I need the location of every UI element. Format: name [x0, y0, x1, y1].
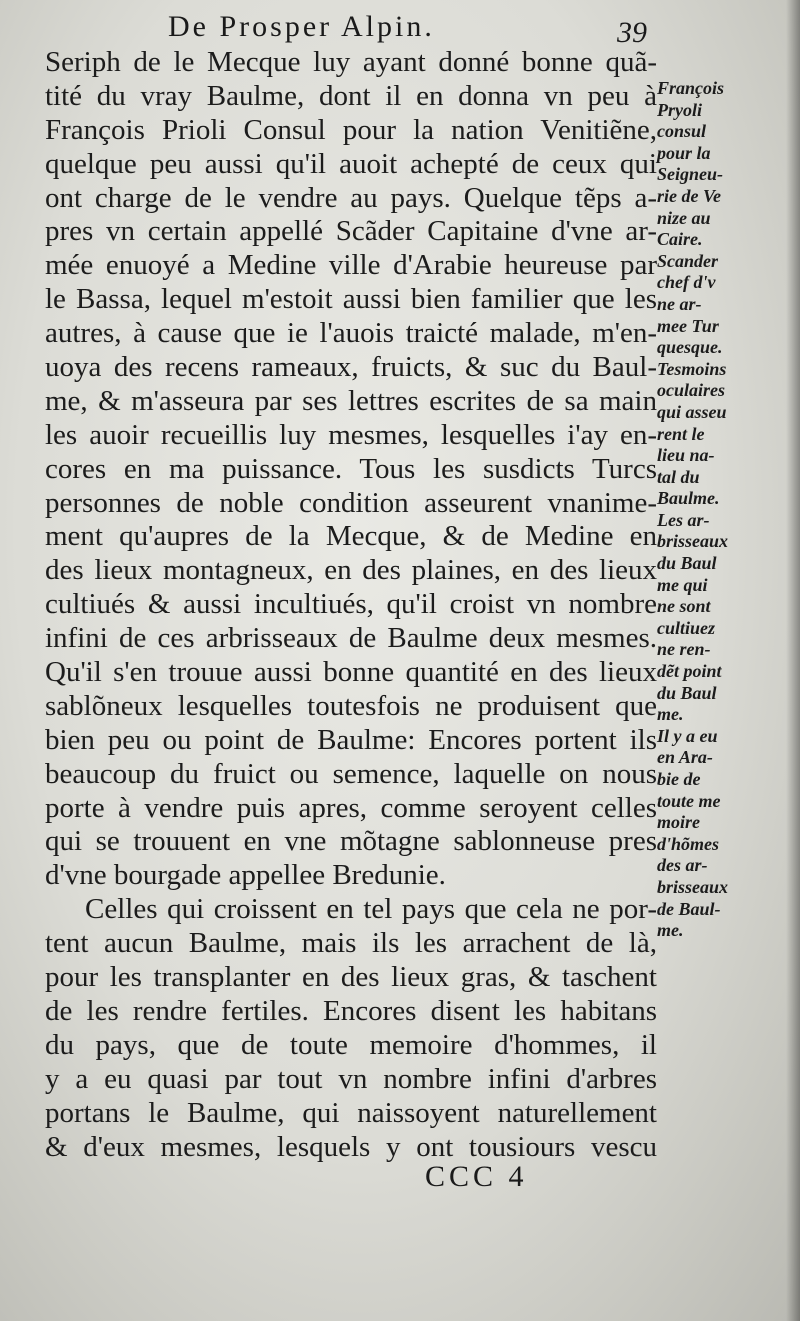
text-line: bien peu ou point de Baulme: Encores portent ils — [45, 723, 657, 756]
margin-note-line: qui asseu — [657, 401, 727, 422]
text-line: tité du vray Baulme, dont il en donna vn peu à — [45, 79, 657, 112]
margin-note-line: en Ara- — [657, 747, 713, 768]
margin-note-line: toute me — [657, 790, 721, 811]
text-line: Qu'il s'en trouue aussi bonne quantité en des lieux — [45, 656, 657, 689]
text-line: de les rendre fertiles. Encores disent les habitans — [45, 994, 657, 1027]
margin-note-line: quesque. — [657, 337, 723, 358]
margin-note-line: consul — [657, 121, 707, 142]
text-line: personnes de noble condition asseurent vnanime- — [45, 486, 657, 519]
margin-note-line: du Baul — [657, 682, 717, 703]
text-line: des lieux montagneux, en des plaines, en des lieux — [45, 554, 657, 587]
text-line: y a eu quasi par tout vn nombre infini d'arbres — [45, 1062, 657, 1095]
text-line: mée enuoyé a Medine ville d'Arabie heureuse par — [45, 249, 657, 282]
margin-note-line: Caire. — [657, 229, 703, 250]
text-line: d'vne bourgade appellee Bredunie. — [45, 859, 446, 892]
text-line: sablõneux lesquelles toutesfois ne produisent que — [45, 689, 657, 722]
text-line: uoya des recens rameaux, fruicts, & suc du Baul- — [45, 351, 657, 384]
margin-note-line: cultiuez — [657, 617, 716, 638]
text-line: porte à vendre puis apres, comme seroyent celles — [45, 791, 657, 824]
text-line: François Prioli Consul pour la nation Venitiẽne, — [45, 113, 657, 146]
margin-note-line: tal du — [657, 466, 700, 487]
text-line: qui se trouuent en vne mõtagne sablonneuse pres — [45, 825, 657, 858]
margin-note-line: des ar- — [657, 855, 708, 876]
margin-note-line: de Baul- — [657, 898, 721, 919]
margin-note-line: Tesmoins — [657, 358, 727, 379]
text-line: & d'eux mesmes, lesquels y ont tousiours vescu — [45, 1130, 657, 1163]
text-line: Celles qui croissent en tel pays que cela ne por- — [85, 893, 657, 926]
signature-mark: CCC 4 — [425, 1160, 528, 1193]
margin-note-line: me. — [657, 920, 684, 941]
margin-note-line: Pryoli — [657, 99, 702, 120]
margin-note-line: mee Tur — [657, 315, 719, 336]
text-line: quelque peu aussi qu'il auoit achepté de ceux qui — [45, 147, 657, 180]
text-line: tent aucun Baulme, mais ils les arrachent de là, — [45, 927, 657, 960]
margin-note-line: rie de Ve — [657, 185, 721, 206]
margin-note-line: Seigneu- — [657, 164, 724, 185]
margin-note-line: ne ren- — [657, 639, 711, 660]
margin-note-line: dẽt point — [657, 661, 722, 682]
margin-note-line: du Baul — [657, 553, 717, 574]
margin-note-line: moire — [657, 812, 700, 833]
margin-note-line: brisseaux — [657, 876, 729, 897]
text-line: Seriph de le Mecque luy ayant donné bonne quã- — [45, 46, 657, 78]
text-line: autres, à cause que ie l'auois traicté malade, m'en- — [45, 317, 657, 350]
text-line: ont charge de le vendre au pays. Quelque tẽps a- — [45, 181, 657, 214]
margin-note-line: nize au — [657, 207, 711, 228]
text-line: me, & m'asseura par ses lettres escrites de sa main — [45, 384, 657, 417]
margin-note-line: me qui — [657, 574, 708, 595]
text-line: du pays, que de toute memoire d'hommes, il — [45, 1028, 657, 1061]
text-line: ment qu'aupres de la Mecque, & de Medine en — [45, 520, 657, 553]
text-line: cultiués & aussi incultiués, qu'il croist vn nombre — [45, 588, 657, 621]
text-line: portans le Baulme, qui naissoyent naturellement — [45, 1096, 657, 1129]
text-line: pour les transplanter en des lieux gras, & taschent — [45, 961, 657, 994]
page-number: 39 — [617, 16, 647, 49]
margin-note-line: oculaires — [657, 380, 726, 401]
text-line: infini de ces arbrisseaux de Baulme deux mesmes. — [45, 622, 657, 655]
text-line: beaucoup du fruict ou semence, laquelle on nous — [45, 757, 657, 790]
margin-note-line: ne sont — [657, 596, 711, 617]
margin-note-line: bie de — [657, 769, 701, 789]
margin-note-line: chef d'v — [657, 272, 716, 293]
text-line: le Bassa, lequel m'estoit aussi bien familier que les — [45, 283, 657, 316]
margin-note-line: brisseaux — [657, 531, 729, 552]
main-text-block — [45, 46, 657, 1164]
margin-note-line: Baulme. — [657, 488, 720, 509]
margin-note-line: me. — [657, 704, 684, 725]
margin-note-line: ne ar- — [657, 293, 702, 314]
margin-notes — [657, 78, 797, 942]
text-line: pres vn certain appellé Scãder Capitaine d'vne ar- — [45, 215, 657, 248]
margin-note-line: rent le — [657, 423, 705, 444]
margin-note-line: d'hõmes — [657, 833, 720, 854]
text-line: cores en ma puissance. Tous les susdicts Turcs — [45, 452, 657, 485]
margin-note-line: Les ar- — [657, 509, 710, 530]
margin-note-line: Il y a eu — [657, 725, 718, 746]
margin-note-line: Scander — [657, 250, 719, 271]
running-title: De Prosper Alpin. — [168, 10, 435, 43]
margin-note-line: François — [657, 78, 725, 98]
margin-note-line: lieu na- — [657, 445, 715, 466]
margin-note-line: pour la — [657, 142, 711, 163]
text-line: les auoir recueillis luy mesmes, lesquelles i'ay en- — [45, 418, 657, 451]
